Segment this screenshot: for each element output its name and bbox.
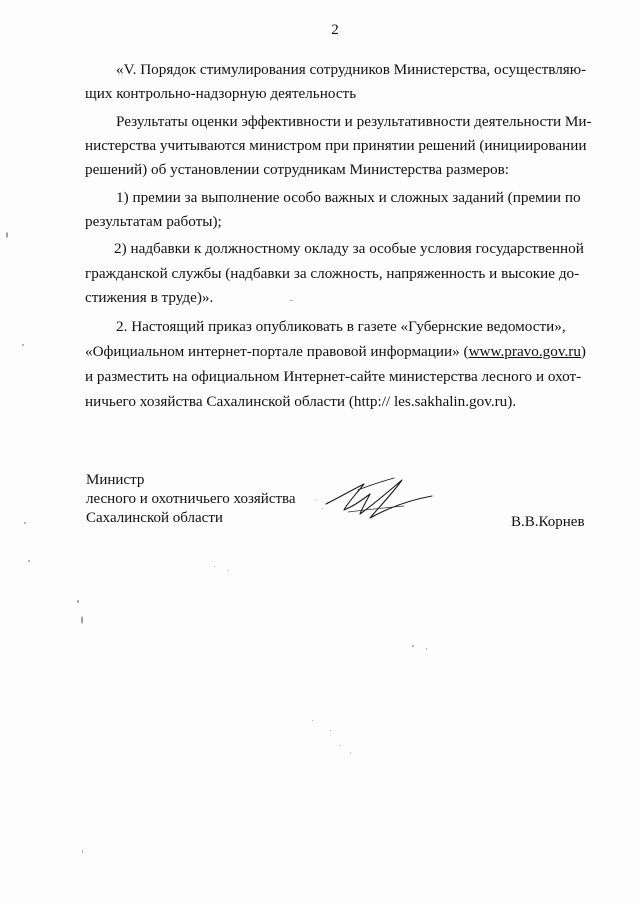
section-heading-line-1: «V. Порядок стимулирования сотрудников Министерства, осуществляю- (116, 61, 587, 78)
item-2-line-1: 2) надбавки к должностному окладу за особые условия государственной (114, 240, 584, 257)
page-number: 2 (331, 22, 339, 38)
paragraph-2-line-2-close: ) (580, 343, 586, 360)
signer-title-line-3: Сахалинской области (86, 510, 223, 526)
paragraph-1-line-2: нистерства учитываются министром при принятии решений (инициировании (85, 137, 587, 154)
scan-artifact (228, 570, 229, 571)
scan-artifact (81, 616, 83, 624)
scan-artifact (412, 645, 414, 647)
paragraph-2-line-3: и разместить на официальном Интернет-сайте министерства лесного и охот- (85, 368, 582, 385)
scan-artifact (22, 344, 24, 346)
pravo-link[interactable]: www.pravo.gov.ru (468, 343, 581, 360)
scan-artifact (350, 752, 351, 753)
scan-artifact (340, 745, 341, 746)
item-1-line-2: результатам работы); (85, 213, 222, 230)
scan-artifact (322, 508, 323, 509)
scan-artifact (24, 522, 26, 524)
paragraph-1-line-1: Результаты оценки эффективности и результативности деятельности Ми- (116, 113, 592, 130)
paragraph-2-line-2-text: «Официальном интернет-портале правовой информации» ( (85, 343, 469, 360)
scan-artifact (6, 232, 8, 238)
item-2-line-3: стижения в труде)». (85, 289, 214, 306)
scan-artifact (82, 850, 83, 853)
scan-artifact (214, 566, 215, 567)
scan-artifact (316, 500, 317, 501)
signer-name: В.В.Корнев (511, 514, 585, 530)
section-heading-line-2: щих контрольно-надзорную деятельность (85, 85, 357, 102)
paragraph-2-line-2 (85, 343, 586, 361)
handwritten-signature (318, 468, 438, 528)
scan-artifact (426, 648, 427, 650)
signer-title-line-2: лесного и охотничьего хозяйства (86, 491, 296, 507)
paragraph-1-line-3: решений) об установлении сотрудникам Министерства размеров: (85, 161, 510, 178)
scan-artifact (312, 720, 313, 721)
scan-artifact (290, 300, 293, 301)
paragraph-2-line-1: 2. Настоящий приказ опубликовать в газете «Губернские ведомости», (116, 318, 566, 335)
scan-artifact (77, 600, 79, 603)
scan-artifact (330, 730, 331, 731)
item-2-line-2: гражданской службы (надбавки за сложность, напряженность и высокие до- (85, 265, 580, 282)
signer-title-line-1: Министр (86, 472, 145, 488)
paragraph-2-line-4: ничьего хозяйства Сахалинской области (http:// les.sakhalin.gov.ru). (85, 393, 517, 410)
scan-artifact (28, 560, 30, 562)
item-1-line-1: 1) премии за выполнение особо важных и сложных заданий (премии по (116, 189, 581, 206)
